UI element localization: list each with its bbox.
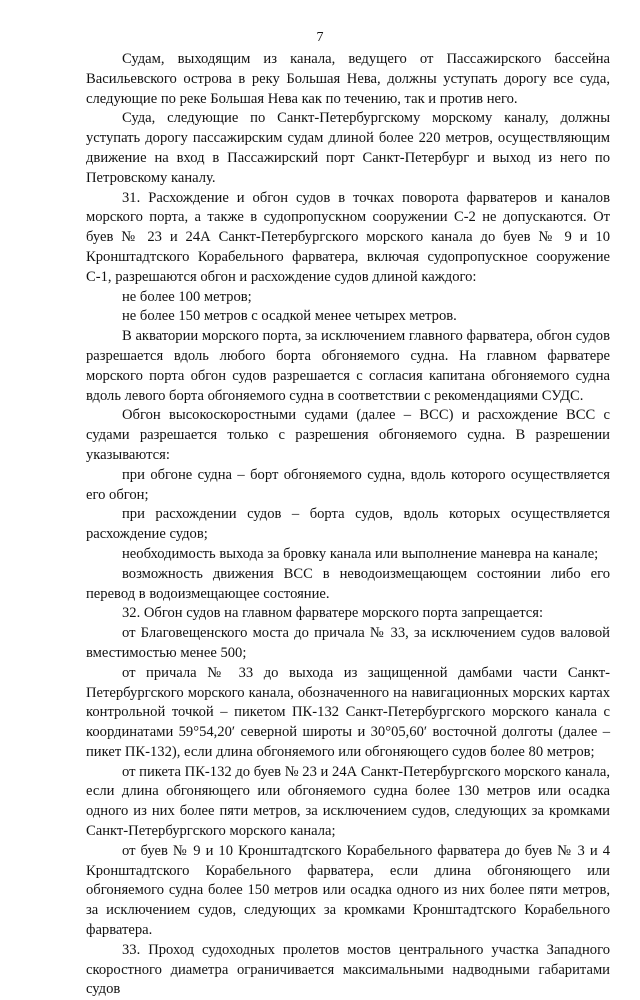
- list-item: не более 100 метров;: [122, 288, 252, 305]
- paragraph: 33. Проход судоходных пролетов мостов центрального участка Западного скоростного диаметра ограничивается максимальными надводными габаритами судов: [86, 941, 610, 998]
- paragraph: 31. Расхождение и обгон судов в точках поворота фарватеров и каналов морского порта, а также в судопропускном сооружении С-2 не допускаются. От буев № 23 и 24А Санкт-Петербургского морского канала до буев № 9 и 10 Кронштадтского Корабельного фарватера, включая судопропускное сооружение С-1, разрешаются обгон и расхождение судов длиной каждого:: [86, 189, 610, 285]
- list-item: от Благовещенского моста до причала № 33, за исключением судов валовой вместимостью менее 500;: [86, 625, 610, 661]
- paragraph: 32. Обгон судов на главном фарватере морского порта запрещается:: [122, 605, 544, 622]
- document-body: [86, 50, 610, 1000]
- list-item: при обгоне судна – борт обгоняемого судна, вдоль которого осуществляется его обгон;: [86, 466, 610, 503]
- list-item: от пикета ПК-132 до буев № 23 и 24А Санкт-Петербургского морского канала, если длина обгоняющего или обгоняемого судна более 130 метров или осадка одного из них более пяти метров, за исключением судов, следующих за кромками Санкт-Петербургского морского канала;: [86, 763, 610, 840]
- paragraph: Суда, следующие по Санкт-Петербургскому морскому каналу, должны уступать дорогу пассажирским судам длиной более 220 метров, осуществляющим движение на вход в Пассажирский порт Санкт-Петербург и выход из него по Петровскому каналу.: [86, 110, 610, 186]
- list-item: необходимость выхода за бровку канала или выполнение маневра на канале;: [122, 545, 599, 562]
- page-number: 7: [316, 30, 324, 45]
- paragraph: Обгон высокоскоростными судами (далее – ВСС) и расхождение ВСС с судами разрешается только с разрешения обгоняемого судна. В разрешении указываются:: [86, 407, 610, 463]
- list-item: не более 150 метров с осадкой менее четырех метров.: [122, 308, 457, 325]
- list-item: возможность движения ВСС в неводоизмещающем состоянии либо его перевод в водоизмещающее состояние.: [86, 565, 610, 602]
- list-item: при расхождении судов – борта судов, вдоль которых осуществляется расхождение судов;: [86, 506, 610, 543]
- list-item: от буев № 9 и 10 Кронштадтского Корабельного фарватера до буев № 3 и 4 Кронштадтского Корабельного фарватера, если длина обгоняющего или обгоняемого судна более 150 метров или осадка одного из них более пяти метров, за исключением судов, следующих за кромками Кронштадтского Корабельного фарватера.: [86, 842, 610, 939]
- list-item: от причала № 33 до выхода из защищенной дамбами части Санкт-Петербургского морского канала, обозначенного на навигационных морских картах контрольной точкой – пикетом ПК-132 Санкт-Петербургского морского канала с координатами 59°54,20′ северной широты и 30°05,60′ восточной долготы (далее – пикет ПК-132), если длина обгоняемого или обгоняющего судов более 80 метров;: [86, 664, 610, 760]
- paragraph: В акватории морского порта, за исключением главного фарватера, обгон судов разрешается вдоль любого борта обгоняемого судна. На главном фарватере морского порта обгон судов разрешается с согласия капитана обгоняемого судна вдоль левого борта обгоняемого судна в соответствии с рекомендациями СУДС.: [86, 328, 610, 404]
- paragraph: Судам, выходящим из канала, ведущего от Пассажирского бассейна Васильевского острова в реку Большая Нева, должны уступать дорогу все суда, следующие по реке Большая Нева как по течению, так и против него.: [86, 51, 610, 107]
